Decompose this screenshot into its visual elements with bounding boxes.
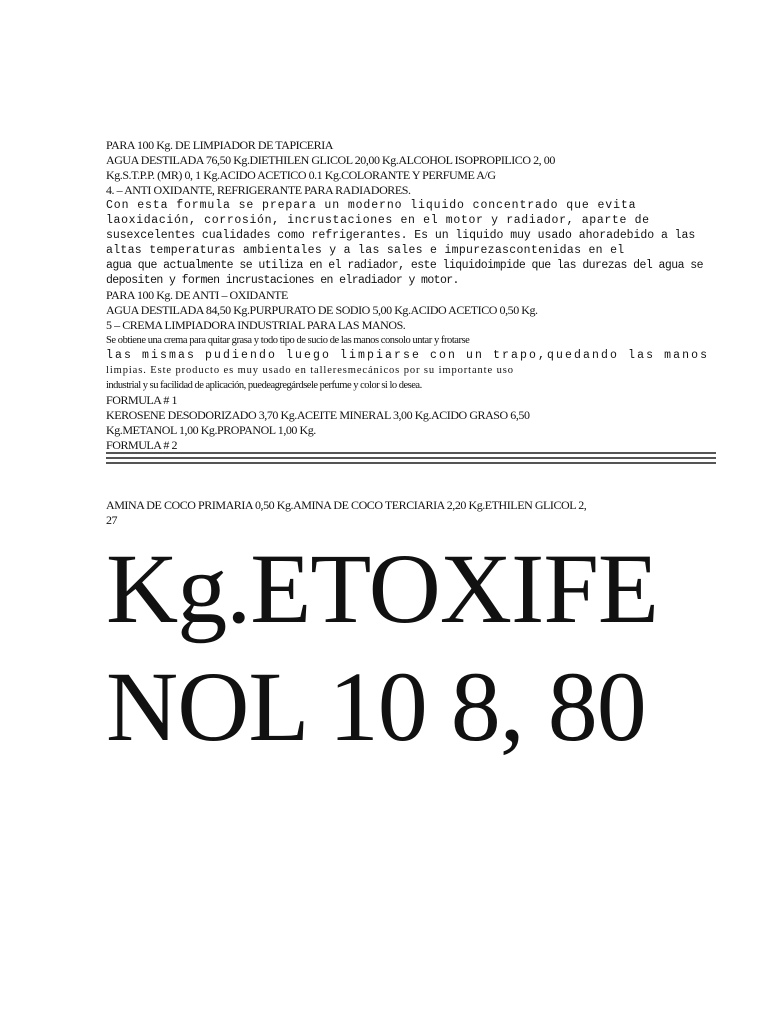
heading-crema-limpiadora: 5 – CREMA LIMPIADORA INDUSTRIAL PARA LAS MANOS. <box>106 318 406 332</box>
heading-para-anti-oxidante: PARA 100 Kg. DE ANTI – OXIDANTE <box>106 288 288 302</box>
formula-line: AMINA DE COCO PRIMARIA 0,50 Kg.AMINA DE COCO TERCIARIA 2,20 Kg.ETHILEN GLICOL 2, <box>106 498 587 512</box>
formula-line: Kg.METANOL 1,00 Kg.PROPANOL 1,00 Kg. <box>106 423 316 437</box>
paragraph-line: Con esta formula se prepara un moderno liquido concentrado que evita <box>106 199 637 212</box>
heading-formula-2: FORMULA # 2 <box>106 438 178 452</box>
paragraph-line: las mismas pudiendo luego limpiarse con un trapo,quedando las manos <box>106 349 710 362</box>
paragraph-line: depositen y formen incrustaciones en elradiador y motor. <box>106 274 459 287</box>
paragraph-line: susexcelentes cualidades como refrigerantes. Es un liquido muy usado ahoradebido a las <box>106 229 696 242</box>
rule-line <box>106 452 716 454</box>
large-text-line: NOL 10 8, 80 <box>106 651 646 762</box>
paragraph-line: industrial y su facilidad de aplicación, puedeagregárdsele perfume y color si lo desea. <box>106 380 422 391</box>
formula-line: Kg.S.T.P.P. (MR) 0, 1 Kg.ACIDO ACETICO 0.1 Kg.COLORANTE Y PERFUME A/G <box>106 168 496 182</box>
formula-line: 27 <box>106 513 118 527</box>
paragraph-line: limpias. Este producto es muy usado en talleresmecánicos por su importante uso <box>106 365 514 376</box>
formula-line: AGUA DESTILADA 76,50 Kg.DIETHILEN GLICOL 20,00 Kg.ALCOHOL ISOPROPILICO 2, 00 <box>106 153 555 167</box>
paragraph-line: agua que actualmente se utiliza en el radiador, este liquidoimpide que las durezas del agua se <box>106 259 704 272</box>
formula-line: AGUA DESTILADA 84,50 Kg.PURPURATO DE SODIO 5,00 Kg.ACIDO ACETICO 0,50 Kg. <box>106 303 538 317</box>
large-text-block <box>106 530 658 766</box>
large-text-line: Kg.ETOXIFE <box>106 533 659 644</box>
rule-line <box>106 457 716 459</box>
paragraph-line: laoxidación, corrosión, incrustaciones en el motor y radiador, aparte de <box>106 214 650 227</box>
document-body-continued <box>106 498 718 528</box>
heading-limpiador-tapiceria: PARA 100 Kg. DE LIMPIADOR DE TAPICERIA <box>106 138 333 152</box>
formula-line: KEROSENE DESODORIZADO 3,70 Kg.ACEITE MINERAL 3,00 Kg.ACIDO GRASO 6,50 <box>106 408 530 422</box>
heading-formula-1: FORMULA # 1 <box>106 393 178 407</box>
paragraph-line: altas temperaturas ambientales y a las sales e impurezascontenidas en el <box>106 244 625 257</box>
triple-rule-divider <box>106 452 716 467</box>
heading-anti-oxidante: 4. – ANTI OXIDANTE, REFRIGERANTE PARA RADIADORES. <box>106 183 411 197</box>
document-body <box>106 138 718 453</box>
rule-line <box>106 462 716 464</box>
paragraph-line: Se obtiene una crema para quitar grasa y todo tipo de sucio de las manos consolo untar y frotarse <box>106 335 470 346</box>
